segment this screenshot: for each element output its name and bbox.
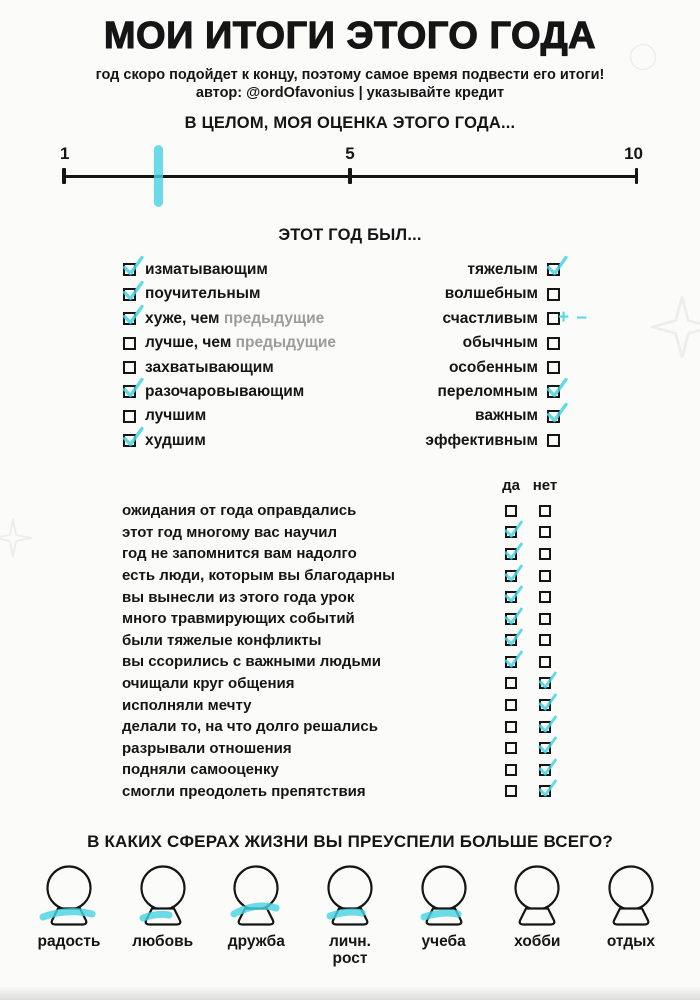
year-option <box>123 258 371 282</box>
yes-no-header <box>122 477 562 494</box>
year-option-label: переломным <box>437 382 538 400</box>
question-row <box>122 651 562 673</box>
year-option <box>123 404 371 428</box>
yes-no-section <box>122 477 562 802</box>
spheres-section <box>0 832 700 967</box>
year-option-checkbox[interactable] <box>123 337 136 350</box>
sphere-item <box>492 864 582 967</box>
question-label: делали то, на что долго решались <box>122 718 378 736</box>
year-option-checkbox[interactable] <box>123 385 136 398</box>
no-checkbox[interactable] <box>539 677 551 689</box>
sphere-item <box>118 864 208 967</box>
question-label: исполняли мечту <box>122 696 252 714</box>
year-option <box>123 355 371 379</box>
scale-tick-1 <box>62 168 66 184</box>
question-row <box>122 629 562 651</box>
no-checkbox[interactable] <box>539 591 551 603</box>
question-label: смогли преодолеть препятствия <box>122 782 366 800</box>
marker-highlight <box>330 912 362 916</box>
sphere-label: личн. рост <box>328 933 371 968</box>
year-option-checkbox[interactable] <box>547 307 588 329</box>
crystal-ball-icon[interactable] <box>37 864 101 930</box>
year-option <box>123 282 371 306</box>
yes-checkbox[interactable] <box>505 591 517 603</box>
rating-section <box>0 114 700 209</box>
check-mark-icon <box>537 670 558 691</box>
page-subtitle: год скоро подойдет к концу, поэтому самое время подвести его итоги! <box>95 66 605 83</box>
year-option-label: счастливым <box>442 309 538 327</box>
year-option-label: поучительным <box>145 285 261 303</box>
sphere-item <box>24 864 114 967</box>
year-option <box>371 331 560 355</box>
no-checkbox[interactable] <box>539 634 551 646</box>
crystal-ball-icon[interactable] <box>412 864 476 930</box>
yes-checkbox[interactable] <box>505 505 517 517</box>
check-mark-icon <box>537 735 558 756</box>
rating-heading: В ЦЕЛОМ, МОЯ ОЦЕНКА ЭТОГО ГОДА... <box>184 113 516 132</box>
no-checkbox[interactable] <box>539 721 551 733</box>
no-checkbox[interactable] <box>539 742 551 754</box>
question-row <box>122 781 562 803</box>
year-option <box>371 307 588 331</box>
sphere-item <box>399 864 489 967</box>
question-label: есть люди, которым вы благодарны <box>122 567 395 584</box>
yes-checkbox[interactable] <box>505 656 517 668</box>
crystal-ball-icon[interactable] <box>505 864 569 930</box>
no-checkbox[interactable] <box>539 764 551 776</box>
header <box>0 0 700 101</box>
year-option-checkbox[interactable] <box>547 434 560 447</box>
sphere-label: любовь <box>132 933 194 951</box>
sphere-label: учеба <box>421 933 466 951</box>
page-title: МОИ ИТОГИ ЭТОГО ГОДА <box>103 15 597 57</box>
year-option-label: разочаровывающим <box>145 382 305 400</box>
check-mark-icon <box>537 778 558 799</box>
sphere-label: дружба <box>227 933 285 951</box>
check-mark-icon <box>121 254 145 278</box>
check-mark-icon <box>503 627 524 648</box>
question-row <box>122 716 562 738</box>
check-mark-icon <box>545 376 569 400</box>
yes-checkbox[interactable] <box>505 699 517 711</box>
question-row <box>122 522 562 544</box>
year-option-checkbox[interactable] <box>547 410 560 423</box>
no-checkbox[interactable] <box>539 613 551 625</box>
check-mark-icon <box>503 584 524 605</box>
question-row <box>122 673 562 695</box>
crystal-ball-icon[interactable] <box>318 864 382 930</box>
no-checkbox[interactable] <box>539 785 551 797</box>
year-option-checkbox[interactable] <box>547 337 560 350</box>
spheres-heading: В КАКИХ СФЕРАХ ЖИЗНИ ВЫ ПРЕУСПЕЛИ БОЛЬШЕ ВСЕГО? <box>87 832 613 852</box>
yes-checkbox[interactable] <box>505 613 517 625</box>
check-mark-icon <box>537 757 558 778</box>
question-row <box>122 565 562 587</box>
year-option-label: лучше, чем предыдущие <box>145 334 337 352</box>
no-checkbox[interactable] <box>539 526 551 538</box>
year-option-label: особенным <box>449 358 538 376</box>
marker-highlight <box>424 913 458 917</box>
check-mark-icon <box>121 303 145 327</box>
question-label: подняли самооценку <box>122 761 279 779</box>
question-row <box>122 759 562 781</box>
check-mark-icon <box>537 692 558 713</box>
year-option-checkbox[interactable] <box>123 434 136 447</box>
year-option <box>371 404 560 428</box>
year-option-checkbox[interactable] <box>123 410 136 423</box>
question-row <box>122 586 562 608</box>
question-label: вы ссорились с важными людьми <box>122 653 381 671</box>
question-row <box>122 694 562 716</box>
check-mark-icon <box>537 714 558 735</box>
no-checkbox[interactable] <box>539 656 551 668</box>
sphere-item <box>586 864 676 967</box>
year-option <box>371 355 560 379</box>
year-option <box>123 429 371 453</box>
plus-minus-note: + – <box>558 307 588 329</box>
question-row <box>122 608 562 630</box>
sphere-label: радость <box>37 933 101 951</box>
year-was-left-column <box>123 258 371 453</box>
yes-checkbox[interactable] <box>505 570 517 582</box>
year-option-checkbox[interactable] <box>547 288 560 301</box>
background-sparkle-doodle <box>0 515 36 561</box>
year-option-label: волшебным <box>444 285 538 303</box>
year-option-checkbox[interactable] <box>123 361 136 374</box>
crystal-ball-icon[interactable] <box>224 864 288 930</box>
sphere-item <box>305 864 395 967</box>
sphere-label: хобби <box>514 933 561 951</box>
year-option-label: изматывающим <box>145 260 268 278</box>
yes-checkbox[interactable] <box>505 634 517 646</box>
question-row <box>122 500 562 522</box>
page-bottom-shadow <box>0 986 700 1000</box>
year-option-label: захватывающим <box>145 358 274 376</box>
question-label: разрывали отношения <box>122 739 292 757</box>
marker-highlight <box>143 915 169 919</box>
rating-scale <box>60 143 643 209</box>
check-mark-icon <box>545 254 569 278</box>
question-label: много травмирующих событий <box>122 610 355 628</box>
question-label: год не запомнится вам надолго <box>122 545 357 563</box>
scale-number-5: 5 <box>345 143 355 163</box>
check-mark-icon <box>503 563 524 584</box>
rating-marker[interactable] <box>154 145 163 207</box>
yes-column-header: да <box>502 476 520 494</box>
year-option <box>123 307 371 331</box>
question-label: очищали круг общения <box>122 674 295 692</box>
year-option-label: обычным <box>462 334 538 352</box>
question-label: вы вынесли из этого года урок <box>122 588 355 606</box>
year-option <box>371 258 560 282</box>
scale-number-1: 1 <box>60 143 70 163</box>
year-option <box>371 380 560 404</box>
yes-checkbox[interactable] <box>505 677 517 689</box>
sphere-item <box>211 864 301 967</box>
check-mark-icon <box>121 425 145 449</box>
year-option-label: эффективным <box>425 431 538 449</box>
check-mark-icon <box>545 401 569 425</box>
year-option <box>123 380 371 404</box>
yes-checkbox[interactable] <box>505 764 517 776</box>
question-label: ожидания от года оправдались <box>122 502 357 520</box>
no-checkbox[interactable] <box>539 548 551 560</box>
scale-tick-5 <box>348 168 352 184</box>
no-column-header: нет <box>532 476 558 494</box>
question-label: были тяжелые конфликты <box>122 631 322 649</box>
question-row <box>122 737 562 759</box>
year-option-label: лучшим <box>145 407 207 425</box>
question-label: этот год многому вас научил <box>122 523 338 541</box>
sphere-label: отдых <box>606 933 656 951</box>
no-checkbox[interactable] <box>539 505 551 517</box>
crystal-ball-icon[interactable] <box>599 864 663 930</box>
year-was-right-column <box>371 258 588 453</box>
check-mark-icon <box>121 279 145 303</box>
year-was-section <box>0 226 700 453</box>
spheres-row <box>0 864 700 967</box>
yes-checkbox[interactable] <box>505 526 517 538</box>
no-checkbox[interactable] <box>539 570 551 582</box>
year-option-checkbox[interactable] <box>123 288 136 301</box>
year-option <box>123 331 371 355</box>
crystal-ball-icon[interactable] <box>131 864 195 930</box>
year-option <box>371 282 560 306</box>
check-mark-icon <box>503 519 524 540</box>
check-mark-icon <box>503 649 524 670</box>
yes-checkbox[interactable] <box>505 548 517 560</box>
year-option-label: важным <box>475 407 538 425</box>
year-option-checkbox[interactable] <box>547 361 560 374</box>
year-option-label: тяжелым <box>467 260 538 278</box>
year-option-checkbox[interactable] <box>547 385 560 398</box>
question-row <box>122 543 562 565</box>
yes-checkbox[interactable] <box>505 721 517 733</box>
year-option-checkbox[interactable] <box>123 263 136 276</box>
scale-number-10: 10 <box>624 143 643 163</box>
year-was-heading: ЭТОТ ГОД БЫЛ... <box>278 225 422 244</box>
year-option-checkbox[interactable] <box>547 263 560 276</box>
year-was-grid <box>123 258 588 453</box>
yes-checkbox[interactable] <box>505 785 517 797</box>
year-option-label: худшим <box>145 431 206 449</box>
scale-tick-10 <box>635 168 639 184</box>
check-mark-icon <box>503 606 524 627</box>
year-option <box>371 429 560 453</box>
yes-checkbox[interactable] <box>505 742 517 754</box>
no-checkbox[interactable] <box>539 699 551 711</box>
check-mark-icon <box>503 541 524 562</box>
year-option-label: хуже, чем предыдущие <box>145 309 325 327</box>
check-mark-icon <box>121 376 145 400</box>
year-option-checkbox[interactable] <box>123 312 136 325</box>
credit-line: автор: @ordOfavonius | указывайте кредит <box>195 84 505 101</box>
